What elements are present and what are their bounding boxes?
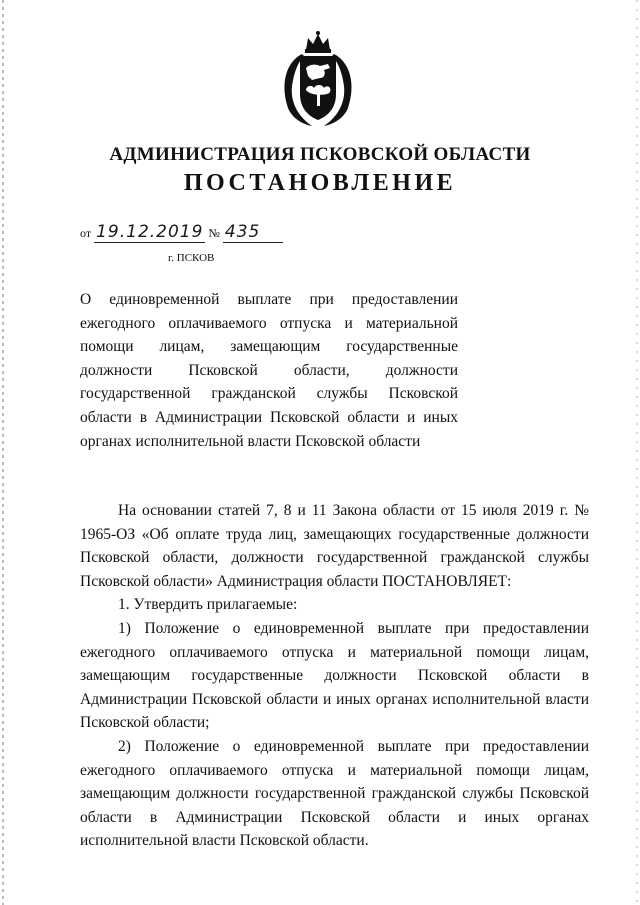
number-label: № (208, 226, 220, 240)
number-field (223, 222, 283, 243)
item-1-paragraph: 1. Утвердить прилагаемые: (118, 596, 298, 614)
from-label: от (80, 226, 92, 240)
date-field (94, 222, 205, 243)
item-1-2-paragraph: 2) Положение о единовременной выплате при предоставлении ежегодного оплачиваемого отпуска и материальной помощи лицам, замещающим должности государственной гражданской службы Псковской области в Администрации Псковской области и иных органах исполнительной власти Псковской области. (80, 737, 589, 850)
document-subject: О единовременной выплате при предоставлении ежегодного оплачиваемого отпуска и материальной помощи лицам, замещающим государственные должности Псковской области, должности государственной гражданской службы Псковской области в Администрации Псковской области и иных органах исполнительной власти Псковской области (80, 291, 458, 450)
date-value: 19.12.2019 (96, 222, 204, 242)
number-value: 435 (224, 222, 261, 242)
document-type: ПОСТАНОВЛЕНИЕ (183, 170, 457, 196)
registration-line (80, 222, 283, 243)
pskov-coat-of-arms-icon (272, 28, 364, 128)
organization-name: АДМИНИСТРАЦИЯ ПСКОВСКОЙ ОБЛАСТИ (109, 144, 531, 165)
scan-edge-right (636, 0, 638, 905)
city-label: г. ПСКОВ (168, 252, 215, 264)
scan-edge-left (2, 0, 4, 905)
item-1-1-paragraph: 1) Положение о единовременной выплате при предоставлении ежегодного оплачиваемого отпуска и материальной помощи лицам, замещающим государственные должности Псковской области в Администрации Псковской области и иных органах исполнительной власти Псковской области; (80, 619, 589, 732)
document-body (80, 499, 589, 853)
preamble-paragraph: На основании статей 7, 8 и 11 Закона области от 15 июля 2019 г. № 1965-ОЗ «Об оплате труда лиц, замещающих государственные должности Псковской области, должности государственной гражданской службы Псковской области» Администрация области ПОСТАНОВЛЯЕТ: (80, 502, 589, 590)
